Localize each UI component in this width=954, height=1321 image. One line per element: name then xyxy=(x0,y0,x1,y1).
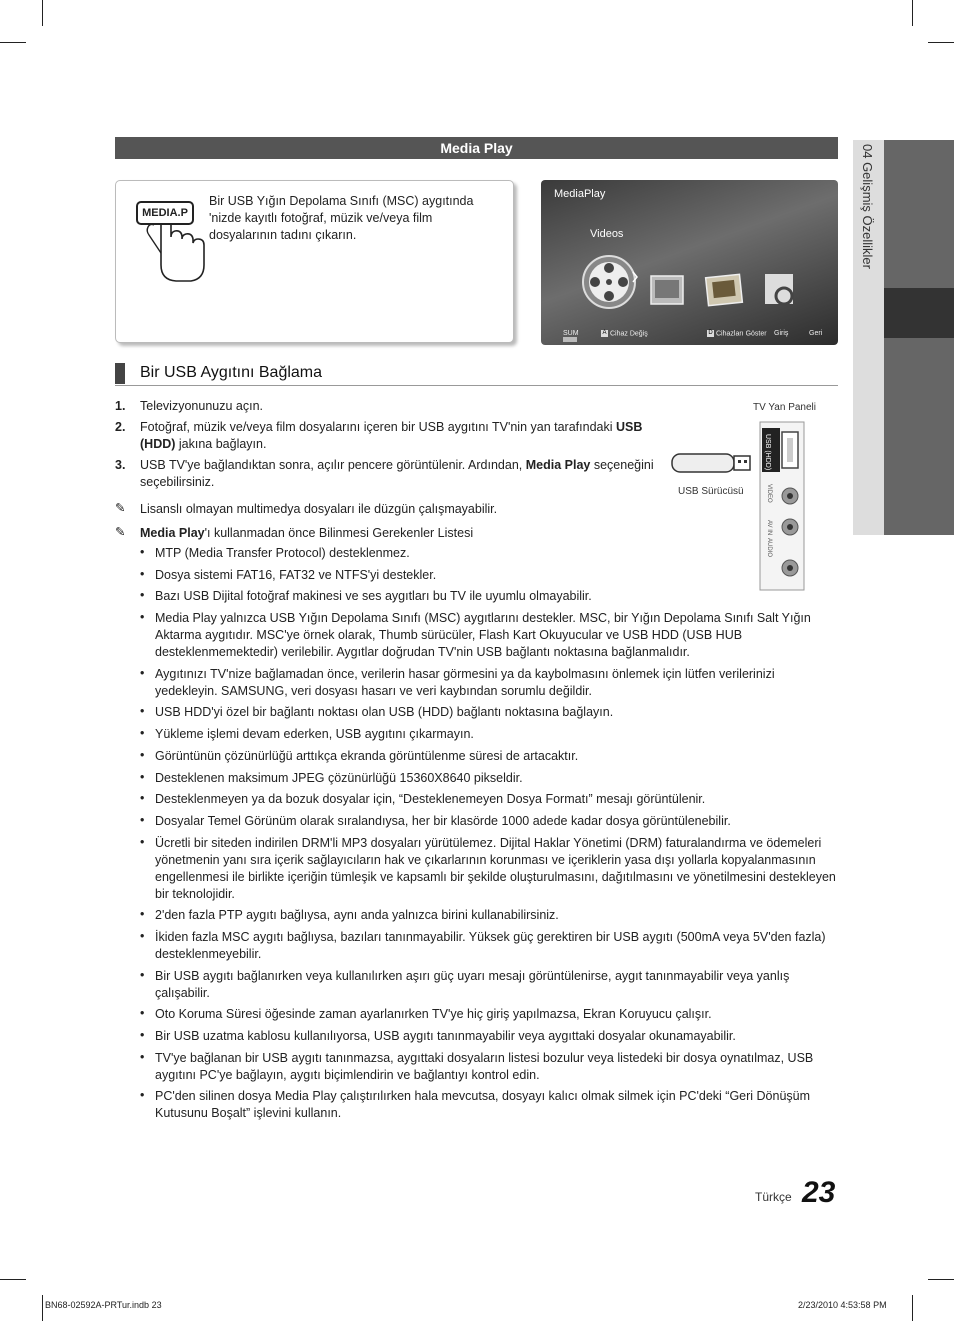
list-item: • USB HDD'yi özel bir bağlantı noktası olan USB (HDD) bağlantı noktasına bağlayın. xyxy=(140,704,614,720)
footer-show-devices: D Cihazları Göster xyxy=(708,330,767,338)
list-item: • TV'ye bağlanan bir USB aygıtı tanınmazsa, aygıttaki dosyaların listesi bozulur veya listedeki bir dosya oynatılmaz, USB aygıtını PC'ye bağlayın, aygıtı biçimlendirin ve bağlantıyı kontrol edin. xyxy=(140,1049,814,1082)
screen-footer xyxy=(541,323,838,345)
section-heading xyxy=(115,363,838,386)
heading-marker xyxy=(115,363,125,384)
category-icons xyxy=(579,250,829,310)
page-number: 23 xyxy=(802,1176,836,1209)
list-item: • Görüntünün çözünürlüğü arttıkça ekranda görüntülenme süresi de artacaktır. xyxy=(140,747,579,763)
list-item: • Media Play yalnızca USB Yığın Depolama Sınıfı (MSC) aygıtlarını destekler. MSC, bir Yığın Depolama Sınıfı Salt Yığın Aktarma aygıtıdır. MSC'ye örnek olarak, Thumb sürücüler, Flash Kart Okuyucular ve USB HDD (USB HUB desteklenmemektedir) verilebilir. Aygıtlar doğrudan TV'nin USB bağlantı noktasına bağlanmalıdır. xyxy=(140,610,811,660)
crop-mark xyxy=(912,0,913,26)
list-item: • MTP (Media Transfer Protocol) desteklenmez. xyxy=(140,545,410,560)
list-item: • Aygıtınızı TV'nize bağlamadan önce, verilerin hasar görmesini ya da kaybolmasını önlemek için lütfen verilerinizi yedekleyin. SAMSUNG, veri dosyası hasarı ve veri kaybından sorumlu değildir. xyxy=(140,665,775,698)
step-item: 2. Fotoğraf, müzik ve/veya film dosyalarını içeren bir USB aygıtını TV'nin yan tarafındaki USB (HDD) jakına bağlayın. xyxy=(115,420,643,451)
tv-side-panel-label: TV Yan Paneli xyxy=(753,402,817,413)
list-item: • Ücretli bir siteden indirilen DRM'li MP3 dosyaları yürütülemez. Dijital Haklar Yönetimi (DRM) faturalandırma ve ödemeleri yönetmenin yanı sıra içerik sağlayıcıların hak ve çıkarlarının korunması ve içeriklerin yasa dışı yollarla kopyalanmasının engellenmesi ile birlikte içeriğin tümleşik ve kapsamlı bir şekilde oluşturulmasını, dağıtılmasını ve yönetilmesini destekleyen bir teknolojidir. xyxy=(140,834,836,901)
video-port-label: VIDEO xyxy=(766,484,772,503)
list-item: • Yükleme işlemi devam ederken, USB aygıtını çıkarmayın. xyxy=(140,726,474,742)
photo-icon xyxy=(651,276,683,304)
list-item: • 2'den fazla PTP aygıtı bağlıysa, aynı anda yalnızca birini kullanabilirsiniz. xyxy=(140,907,559,923)
step-item: 1. Televizyonunuzu açın. xyxy=(115,399,263,413)
list-item: • Bazı USB Dijital fotoğraf makinesi ve ses aygıtları bu TV ile uyumlu olmayabilir. xyxy=(140,588,592,604)
list-item: • Desteklenen maksimum JPEG çözünürlüğü 15360X8640 pikseldir. xyxy=(140,769,523,785)
bullet-list xyxy=(140,545,840,1127)
list-item: • Bir USB uzatma kablosu kullanılıyorsa, USB aygıtı tanınmayabilir veya aygıttaki dosyalar okunamayabilir. xyxy=(140,1028,736,1043)
usb-driver-label: USB Sürücüsü xyxy=(678,486,744,497)
crop-mark xyxy=(42,0,43,26)
audio-port-label: AUDIO xyxy=(766,538,772,558)
intro-box xyxy=(115,180,514,343)
screen-title: MediaPlay xyxy=(554,188,606,200)
media-p-button: MEDIA.P xyxy=(136,201,194,225)
footer-change-device: A Cihaz Değiş xyxy=(602,330,648,338)
section-title: Media Play xyxy=(115,137,838,159)
print-file-info: BN68-02592A-PRTur.indb 23 xyxy=(45,1300,162,1310)
settings-icon xyxy=(765,274,793,304)
chapter-tab-active xyxy=(884,288,954,338)
pencil-note-icon: ✎ xyxy=(115,501,126,515)
heading-text: Bir USB Aygıtını Bağlama xyxy=(140,364,323,381)
footer-enter: Giriş xyxy=(774,330,789,337)
steps-list xyxy=(115,398,655,495)
music-icon xyxy=(706,274,743,305)
list-item: • Bir USB aygıtı bağlanırken veya kullanılırken aşırı güç uyarı mesajı görüntülenirse, aygıt tanınmayabilir veya yanlış çalışabilir. xyxy=(140,967,790,1000)
crop-mark xyxy=(0,42,26,43)
footer-back: Geri xyxy=(809,330,823,337)
notes-list xyxy=(115,501,695,549)
selected-category: Videos xyxy=(590,228,624,240)
intro-text: Bir USB Yığın Depolama Sınıfı (MSC) aygıtında 'nizde kayıtlı fotoğraf, müzik ve/veya film dosyalarının tadını çıkarın. xyxy=(209,194,474,242)
crop-mark xyxy=(912,1295,913,1321)
usb-stick-icon xyxy=(672,454,750,472)
list-item: • İkiden fazla MSC aygıtı bağlıysa, bazıları tanınmayabilir. Yüksek güç gerektiren bir USB aygıtı (500mA veya 5V'den fazla) desteklenmeyebilir. xyxy=(140,928,826,961)
film-reel-icon xyxy=(583,256,637,308)
crop-mark xyxy=(928,1279,954,1280)
step-item: 3. USB TV'ye bağlandıktan sonra, açılır pencere görüntülenir. Ardından, Media Play seçeneğini seçebilirsiniz. xyxy=(115,458,654,489)
footer-language: Türkçe xyxy=(755,1190,792,1204)
list-item: • Dosyalar Temel Görünüm olarak sıralandıysa, her bir klasörde 1000 adede kadar dosya görüntülenebilir. xyxy=(140,812,731,828)
usb-port-label: USB (HDD) xyxy=(764,434,771,471)
av-in-label: AV IN xyxy=(766,520,772,536)
crop-mark xyxy=(0,1279,26,1280)
pencil-note-icon: ✎ xyxy=(115,525,126,539)
chapter-tab-label: 04 Gelişmiş Özellikler xyxy=(860,144,875,269)
note-item: ✎ Lisanslı olmayan multimedya dosyaları ile düzgün çalışmayabilir. xyxy=(115,501,498,516)
footer-sum: SUM xyxy=(563,330,579,337)
crop-mark xyxy=(42,1295,43,1321)
crop-mark xyxy=(928,42,954,43)
print-date-info: 2/23/2010 4:53:58 PM xyxy=(798,1300,887,1310)
mediaplay-screen xyxy=(541,180,838,345)
list-item: • Oto Koruma Süresi öğesinde zaman ayarlanırken TV'ye hiç giriş yapılmazsa, Ekran Koruyucu çalışır. xyxy=(140,1006,712,1022)
list-item: • PC'den silinen dosya Media Play çalıştırılırken hala mevcutsa, dosyayı kalıcı olmak silmek için PC'deki “Geri Dönüşüm Kutusunu Boşalt” işlevini kullanın. xyxy=(140,1088,811,1121)
list-item: • Desteklenmeyen ya da bozuk dosyalar için, “Desteklenemeyen Dosya Formatı” mesajı görüntülenir. xyxy=(140,791,706,807)
note-item: ✎ Media Play'ı kullanmadan önce Bilinmesi Gerekenler Listesi xyxy=(115,525,474,540)
list-item: • Dosya sistemi FAT16, FAT32 ve NTFS'yi destekler. xyxy=(140,566,437,582)
